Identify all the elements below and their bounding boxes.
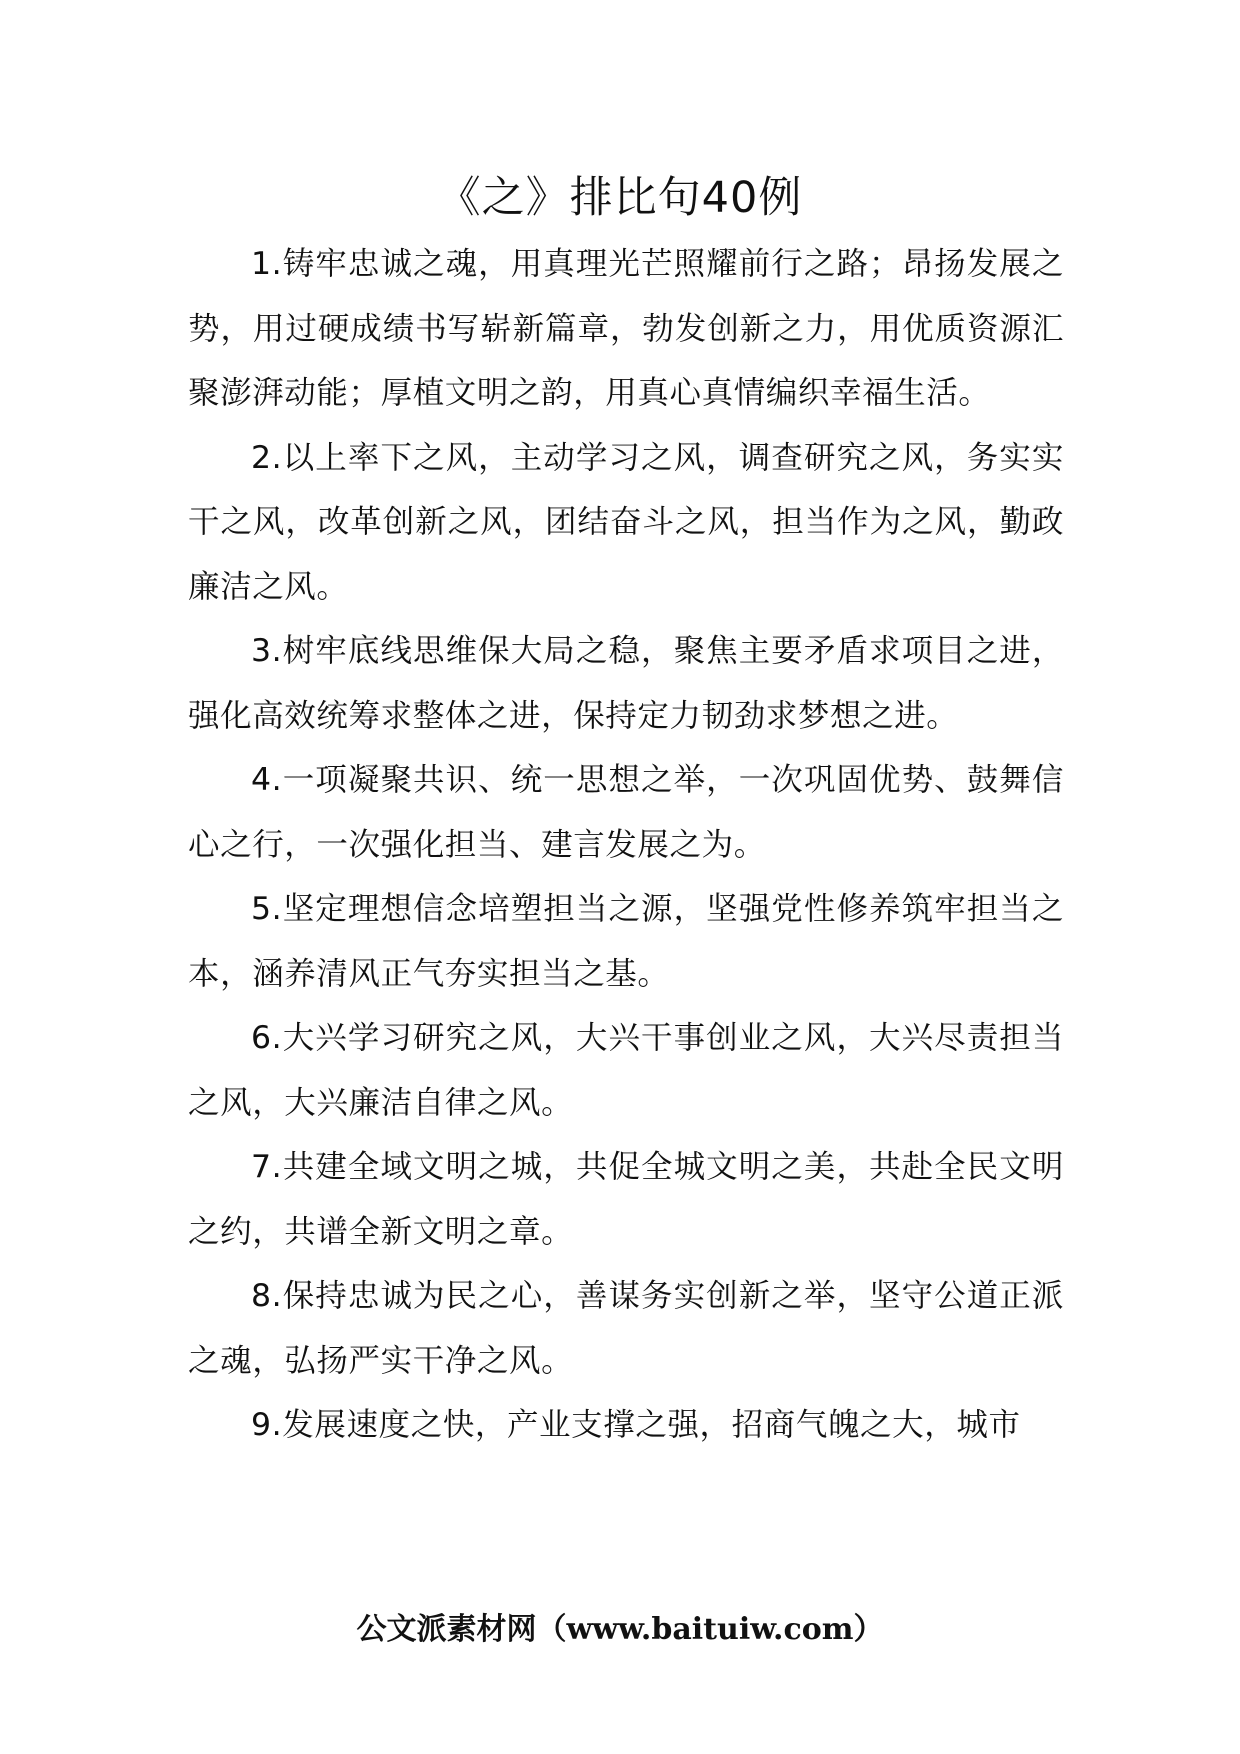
- document-body: [188, 232, 1064, 1458]
- paragraph-3: 3.树牢底线思维保大局之稳，聚焦主要矛盾求项目之进，强化高效统筹求整体之进，保持定力韧劲求梦想之进。: [188, 633, 1064, 734]
- document-title: 《之》排比句40例: [437, 173, 803, 223]
- paragraph-1: 1.铸牢忠诚之魂，用真理光芒照耀前行之路；昂扬发展之势，用过硬成绩书写崭新篇章，勃发创新之力，用优质资源汇聚澎湃动能；厚植文明之韵，用真心真情编织幸福生活。: [188, 246, 1064, 411]
- paragraph-5: 5.坚定理想信念培塑担当之源，坚强党性修养筑牢担当之本，涵养清风正气夯实担当之基。: [188, 891, 1064, 992]
- page-footer: 公文派素材网（www.baituiw.com）: [356, 1612, 884, 1647]
- paragraph-4: 4.一项凝聚共识、统一思想之举，一次巩固优势、鼓舞信心之行，一次强化担当、建言发展之为。: [188, 762, 1064, 863]
- paragraph-8: 8.保持忠诚为民之心，善谋务实创新之举，坚守公道正派之魂，弘扬严实干净之风。: [188, 1278, 1064, 1379]
- paragraph-2: 2.以上率下之风，主动学习之风，调查研究之风，务实实干之风，改革创新之风，团结奋斗之风，担当作为之风，勤政廉洁之风。: [188, 439, 1064, 605]
- paragraph-7: 7.共建全域文明之城，共促全城文明之美，共赴全民文明之约，共谱全新文明之章。: [188, 1149, 1064, 1250]
- paragraph-9: 9.发展速度之快，产业支撑之强，招商气魄之大，城市: [251, 1407, 1021, 1443]
- paragraph-6: 6.大兴学习研究之风，大兴干事创业之风，大兴尽责担当之风，大兴廉洁自律之风。: [188, 1020, 1064, 1121]
